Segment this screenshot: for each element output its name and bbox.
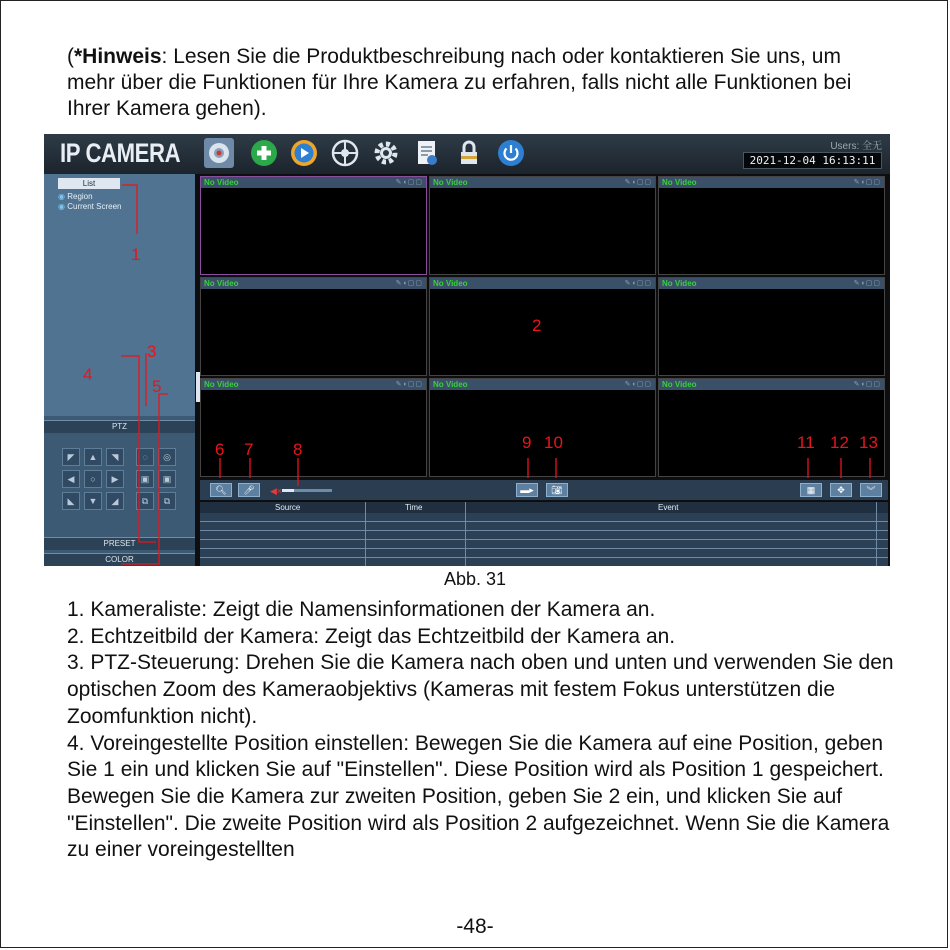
tree-item-region[interactable]: ◉ Region [58,192,93,201]
iris-open-button[interactable]: ⧉ [158,492,176,510]
color-bar[interactable]: COLOR [44,553,195,566]
ptz-up-right-button[interactable]: ◥ [106,448,124,466]
cell-tool-icons[interactable]: ✎◖▢▢ [624,381,652,388]
users-label: Users: 全无 [830,141,882,152]
video-cell[interactable]: No Video ✎◖▢▢ [429,378,656,477]
app-logo: IP CAMERA [60,138,181,168]
video-cell[interactable]: No Video ✎◖▢▢ [658,378,885,477]
ptz-up-left-button[interactable]: ◤ [62,448,80,466]
ptz-left-button[interactable]: ◀ [62,470,80,488]
annotation-lines [44,134,890,566]
description-item: 1. Kameraliste: Zeigt die Namensinformationen der Kamera an. [67,598,656,621]
description-list [67,597,907,864]
search-icon[interactable]: 🔍︎ [210,483,232,497]
focus-far-button[interactable]: ▣ [158,470,176,488]
zoom-out-button[interactable]: ◌ [136,448,154,466]
annotation-12: 12 [830,433,849,452]
mute-icon[interactable]: ◀× [270,486,283,496]
annotation-1: 1 [131,245,141,264]
description-item: 3. PTZ-Steuerung: Drehen Sie die Kamera nach oben und unten und verwenden Sie den optischen Zoom des Kameraobjektivs (Kameras mit festem Fokus unterstützen die Zoomfunktion nicht). [67,651,894,728]
annotation-2: 2 [532,316,542,335]
ptz-down-left-button[interactable]: ◣ [62,492,80,510]
video-cell[interactable]: No Video ✎◖▢▢ [200,378,427,477]
video-cell[interactable]: No Video ✎◖▢▢ [200,176,427,275]
annotation-4: 4 [83,365,93,384]
globe-icon: ◉ [58,202,65,211]
cell-tool-icons[interactable]: ✎◖▢▢ [395,381,423,388]
annotation-3: 3 [147,342,157,361]
note-text: : Lesen Sie die Produktbeschreibung nach oder kontaktieren Sie uns, um mehr über die Funktionen für Ihre Kamera zu erfahren, falls nicht alle Funktionen bei Ihrer Kamera gehen). [67,45,852,120]
microphone-icon[interactable]: 🎤︎ [238,483,260,497]
tree-item-current-screen[interactable]: ◉ Current Screen [58,202,122,211]
column-event[interactable]: Event [658,503,679,512]
chevron-down-icon[interactable]: ︾ [860,483,882,497]
ptz-bar[interactable]: PTZ [44,420,195,433]
cell-tool-icons[interactable]: ✎◖▢▢ [853,280,881,287]
column-time[interactable]: Time [405,503,423,512]
video-cell[interactable]: No Video ✎◖▢▢ [658,176,885,275]
video-cell[interactable]: No Video ✎◖▢▢ [658,277,885,376]
software-screenshot [44,134,890,566]
page-number: -48- [456,915,494,938]
ptz-up-button[interactable]: ▲ [84,448,102,466]
annotation-5: 5 [152,377,162,396]
datetime-display: 2021-12-04 16:13:11 [743,152,882,169]
layout-grid-icon[interactable]: ▦ [800,483,822,497]
ptz-right-button[interactable]: ▶ [106,470,124,488]
note-paragraph: (*Hinweis: Lesen Sie die Produktbeschreibung nach oder kontaktieren Sie uns, um mehr über die Funktionen für Ihre Kamera zu erfahren, falls nicht alle Funktionen bei Ihrer Kamera gehen). [67,45,852,120]
preset-bar[interactable]: PRESET [44,537,195,550]
fullscreen-icon[interactable]: ✥ [830,483,852,497]
video-cell[interactable]: No Video ✎◖▢▢ [429,176,656,275]
description-item: 4. Voreingestellte Position einstellen: Bewegen Sie die Kamera auf eine Position, geben Sie 1 ein und klicken Sie auf "Einstellen". Diese Position wird als Position 1 gespeichert. Bewegen Sie die Kamera zur zweiten Position, geben Sie 2 ein, und klicken Sie auf "Einstellen". Die zweite Position wird als Position 2 aufgezeichnet. Wenn Sie die Kamera zu einer voreingestellten [67,731,890,862]
figure-caption: Abb. 31 [443,569,507,589]
ptz-center-button[interactable]: ○ [84,470,102,488]
iris-close-button[interactable]: ⧉ [136,492,154,510]
cell-tool-icons[interactable]: ✎◖▢▢ [853,381,881,388]
ptz-down-button[interactable]: ▼ [84,492,102,510]
record-icon[interactable]: ▬▸ [516,483,538,497]
cell-tool-icons[interactable]: ✎◖▢▢ [853,179,881,186]
annotation-9: 9 [522,433,532,452]
column-source[interactable]: Source [275,503,301,512]
focus-near-button[interactable]: ▣ [136,470,154,488]
cell-tool-icons[interactable]: ✎◖▢▢ [624,179,652,186]
note-label: *Hinweis [74,45,162,68]
snapshot-icon[interactable]: 📷︎ [546,483,568,497]
globe-icon: ◉ [58,192,65,201]
description-item: 2. Echtzeitbild der Kamera: Zeigt das Echtzeitbild der Kamera an. [67,624,676,648]
ptz-down-right-button[interactable]: ◢ [106,492,124,510]
cell-tool-icons[interactable]: ✎◖▢▢ [624,280,652,287]
annotation-6: 6 [215,440,225,459]
annotation-13: 13 [859,433,878,452]
annotation-10: 10 [544,433,563,452]
annotation-11: 11 [797,433,815,452]
tab-list[interactable]: List [58,178,120,189]
annotation-8: 8 [293,440,303,459]
video-cell[interactable]: No Video ✎◖▢▢ [429,277,656,376]
video-cell[interactable]: No Video ✎◖▢▢ [200,277,427,376]
cell-tool-icons[interactable]: ✎◖▢▢ [395,179,423,186]
cell-tool-icons[interactable]: ✎◖▢▢ [395,280,423,287]
zoom-in-button[interactable]: ◎ [158,448,176,466]
annotation-7: 7 [244,440,254,459]
